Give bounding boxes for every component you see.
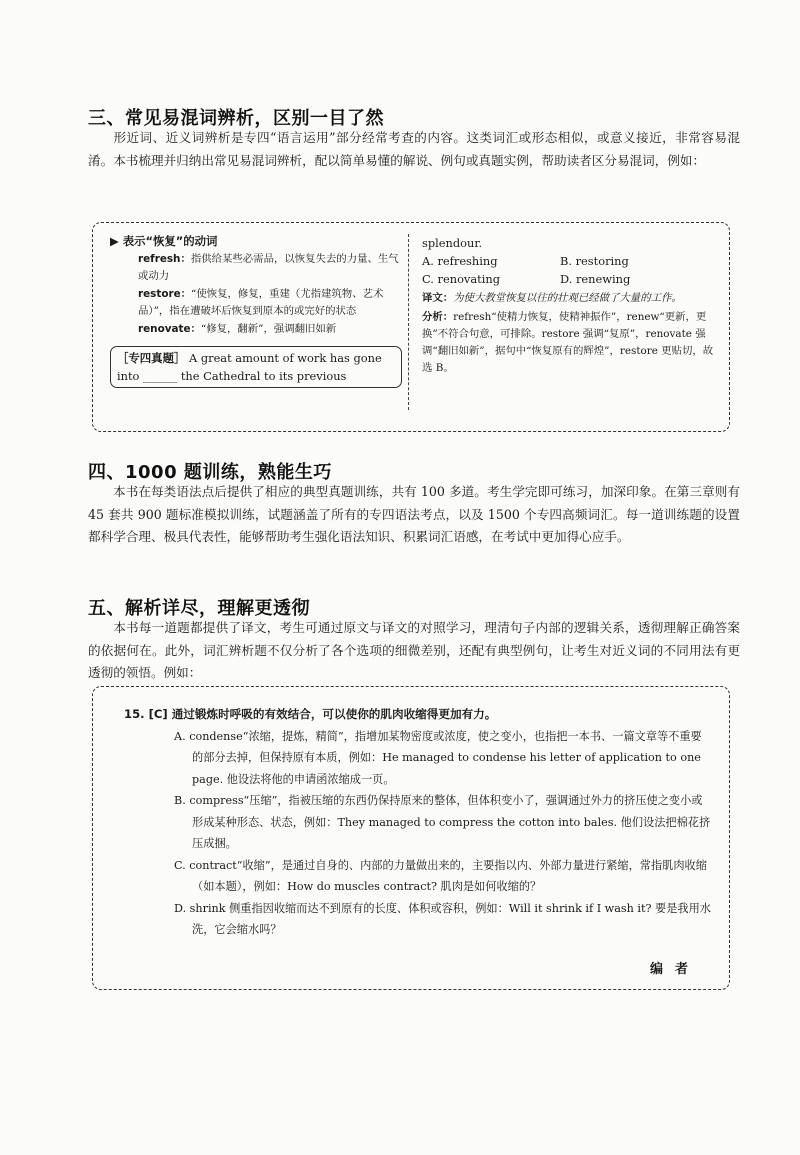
definition-term: restore： <box>138 288 192 300</box>
example2-option-b: B. compress“压缩”，指被压缩的东西仍保持原来的整体，但体积变小了，强调通过外力的挤压使之变小或形成某种形态、状态，例如：They managed to compress the cotton into bales. 他们设法把棉花挤压成捆。 <box>174 794 711 850</box>
section4-heading: 四、1000 题训练，熟能生巧 <box>88 462 332 483</box>
example2-options <box>124 726 712 941</box>
analysis-text: refresh“使精力恢复，使精神振作”，renew“更新，更换”不符合句意，可排除。restore 强调“复原”，renovate 强调“翻旧如新”，据句中“恢复原有的辉煌”，restore 更贴切，故选 B。 <box>422 311 714 374</box>
option-b: B. restoring <box>560 254 629 268</box>
definition-text: “使恢复，修复，重建（尤指建筑物、艺术品）”，指在遭破坏后恢复到原本的或完好的状态 <box>138 288 384 317</box>
example2-option-c: C. contract“收缩”，是通过自身的、内部的力量做出来的，主要指以内、外部力量进行紧缩，常指肌肉收缩（如本题），例如：How do muscles contract? 肌肉是如何收缩的？ <box>174 858 707 893</box>
analysis <box>422 309 720 377</box>
example1-left-column <box>110 232 402 388</box>
example1-heading: ▶ 表示“恢复”的动词 <box>110 234 218 248</box>
section3-paragraph-text: 形近词、近义词辨析是专四“语言运用”部分经常考查的内容。这类词汇或形态相似，或意义接近，非常容易混淆。本书梳理并归纳出常见易混词辨析，配以简单易懂的解说、例句或真题实例，帮助读者区分易混词，例如： <box>88 130 740 168</box>
example2-content <box>124 704 712 941</box>
example2-option-d: D. shrink 侧重指因收缩而达不到原有的长度、体积或容积，例如：Will it shrink if I wash it? 要是我用水洗，它会缩水吗？ <box>174 901 711 936</box>
option-a: A. refreshing <box>422 254 498 268</box>
exam-text-continued: splendour. <box>422 236 483 250</box>
section5-paragraph-text: 本书每一道题都提供了译文，考生可通过原文与译文的对照学习，理清句子内部的逻辑关系，透彻理解正确答案的依据何在。此外，词汇辨析题不仅分析了各个选项的细微差别，还配有典型例句，让考生对近义词的不同用法有更透彻的领悟。例如： <box>88 620 740 680</box>
example2-question: 15. [C] 通过锻炼时呼吸的有效结合，可以使你的肌肉收缩得更加有力。 <box>124 707 497 721</box>
translation-label: 译文： <box>422 292 454 304</box>
exam-question-box <box>110 346 402 388</box>
definition-term: renovate： <box>138 323 201 335</box>
definition-item <box>110 251 402 285</box>
section5-heading: 五、解析详尽，理解更透彻 <box>88 598 310 619</box>
section4-paragraph <box>88 481 740 549</box>
example1-right-column <box>422 234 720 377</box>
section3-heading: 三、常见易混词辨析，区别一目了然 <box>88 108 384 129</box>
option-c: C. renovating <box>422 272 501 286</box>
exam-label: ［专四真题］ <box>117 351 186 365</box>
definition-text: “修复，翻新”，强调翻旧如新 <box>200 323 337 335</box>
definition-term: refresh： <box>138 253 191 265</box>
definition-item <box>110 286 402 320</box>
definition-text: 指供给某些必需品，以恢复失去的力量、生气或动力 <box>138 253 399 282</box>
example-box-1-divider <box>408 234 409 410</box>
section3-paragraph <box>88 127 740 172</box>
example2-option-a: A. condense“浓缩，提炼，精简”，指增加某物密度或浓度，使之变小，也指把一本书、一篇文章等不重要的部分去掉，但保持原有本质，例如：He managed to condense his letter of application to one page. 他设法将他的申请函浓缩成一页。 <box>174 729 702 786</box>
section5-paragraph <box>88 617 740 685</box>
author-signature: 编者 <box>650 962 701 977</box>
translation-text: 为使大教堂恢复以往的壮观已经做了大量的工作。 <box>453 292 682 304</box>
section4-paragraph-text: 本书在每类语法点后提供了相应的典型真题训练，共有 100 多道。考生学完即可练习，加深印象。在第三章则有 45 套共 900 题标准模拟训练，试题涵盖了所有的专四语法考点，以及 1500 个专四高频词汇。每一道训练题的设置都科学合理、极具代表性，能够帮助考生强化语法知识、积累词汇语感，在考试中更加得心应手。 <box>88 484 740 544</box>
analysis-label: 分析： <box>422 311 454 323</box>
definition-item <box>110 321 402 338</box>
exam-text: A great amount of work has gone into ______ the Cathedral to its previous <box>117 351 382 383</box>
options-row <box>422 252 720 270</box>
option-d: D. renewing <box>560 272 631 286</box>
options-row <box>422 270 720 288</box>
translation <box>422 290 720 307</box>
